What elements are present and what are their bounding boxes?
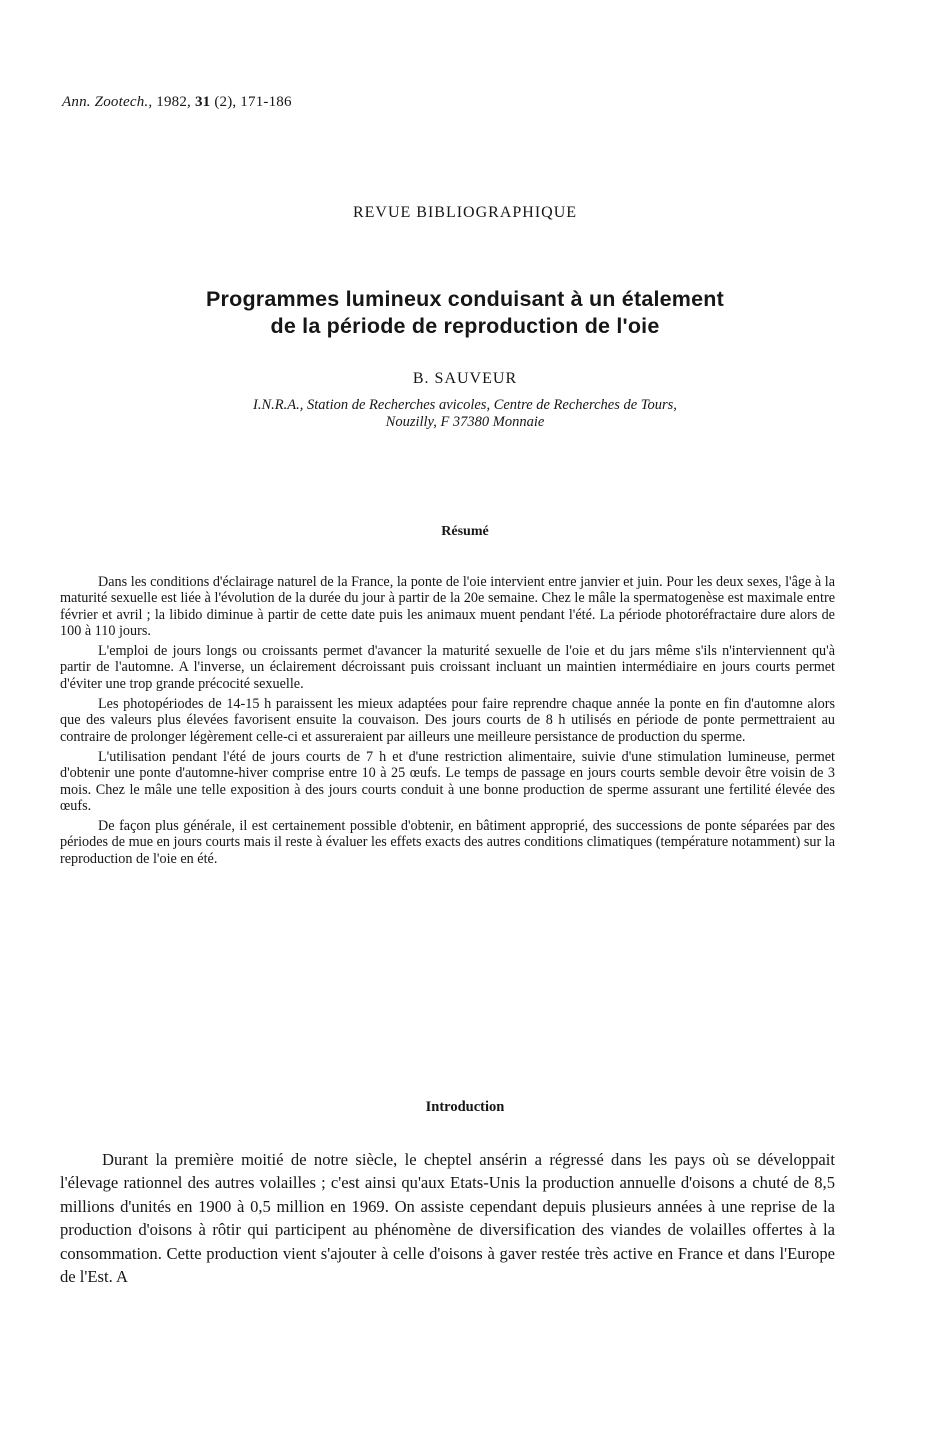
introduction-heading: Introduction [425, 1099, 505, 1115]
affiliation-line-2: Nouzilly, F 37380 Monnaie [385, 414, 545, 430]
journal-name: Ann. Zootech., [62, 94, 153, 110]
abstract-paragraph: Dans les conditions d'éclairage naturel de la France, la ponte de l'oie intervient entre janvier et juin. Pour les deux sexes, l'âge à la maturité sexuelle est liée à l'évolution de la durée du jour à partir de la 20e semaine. Chez le mâle la spermatogenèse est maximale entre février et avril ; la libido diminue à partir de cette date puis les animaux muent pendant l'été. La période photoréfractaire dure alors de 100 à 110 jours. [60, 574, 835, 639]
article-title [100, 286, 830, 340]
section-kind: REVUE BIBLIOGRAPHIQUE [352, 204, 578, 221]
introduction-body [60, 1148, 835, 1288]
abstract-paragraph: L'emploi de jours longs ou croissants permet d'avancer la maturité sexuelle de l'oie et du jars même s'ils n'interviennent qu'à partir de l'automne. A l'inverse, un éclairement décroissant puis croissant incluant un maintien intermédiaire en jours courts permet d'éviter une trop grande précocité sexuelle. [60, 643, 835, 692]
author-name: B. SAUVEUR [412, 370, 518, 387]
journal-citation [62, 94, 292, 111]
citation-year: 1982, [156, 94, 191, 110]
abstract-body [60, 574, 835, 871]
citation-issue-pages: (2), 171-186 [214, 94, 292, 110]
abstract-paragraph: Les photopériodes de 14-15 h paraissent les mieux adaptées pour faire reprendre chaque année la ponte en fin d'automne alors que des valeurs plus élevées favorisent ensuite la couvaison. Des jours courts de 8 h utilisés en période de ponte permettraient au contraire de prolonger légèrement celle-ci et assureraient par ailleurs une meilleure persistance de production du sperme. [60, 696, 835, 745]
abstract-paragraph: L'utilisation pendant l'été de jours courts de 7 h et d'une restriction alimentaire, suivie d'une stimulation lumineuse, permet d'obtenir une ponte d'automne-hiver comprise entre 10 à 25 œufs. Le temps de passage en jours courts semble devoir être voisin de 3 mois. Chez le mâle une telle exposition à des jours courts conduit à une bonne production de sperme assurant une fertilité élevée des œufs. [60, 748, 835, 814]
article-title-line-1: Programmes lumineux conduisant à un étalement [206, 287, 724, 311]
citation-volume: 31 [194, 94, 211, 110]
abstract-paragraph: De façon plus générale, il est certainement possible d'obtenir, en bâtiment approprié, des successions de ponte séparées par des périodes de mue en jours courts mais il reste à évaluer les effets exacts des autres conditions climatiques (température notamment) sur la reproduction de l'oie en été. [60, 818, 835, 867]
abstract-heading: Résumé [441, 524, 489, 539]
introduction-paragraph: Durant la première moitié de notre siècle, le cheptel ansérin a régressé dans les pays où se développait l'élevage rationnel des autres volailles ; c'est ainsi qu'aux Etats-Unis la production annuelle d'oisons a chuté de 8,5 millions d'unités en 1900 à 0,5 million en 1969. On assiste cependant depuis plusieurs années à une reprise de la production d'oisons à rôtir qui participent au phénomène de diversification des viandes de volailles offertes à la consommation. Cette production vient s'ajouter à celle d'oisons à gaver restée très active en France et dans l'Europe de l'Est. A [60, 1150, 835, 1287]
article-title-line-2: de la période de reproduction de l'oie [270, 314, 660, 338]
affiliation-line-1: I.N.R.A., Station de Recherches avicoles, Centre de Recherches de Tours, [253, 397, 677, 413]
author-affiliation [100, 397, 830, 431]
